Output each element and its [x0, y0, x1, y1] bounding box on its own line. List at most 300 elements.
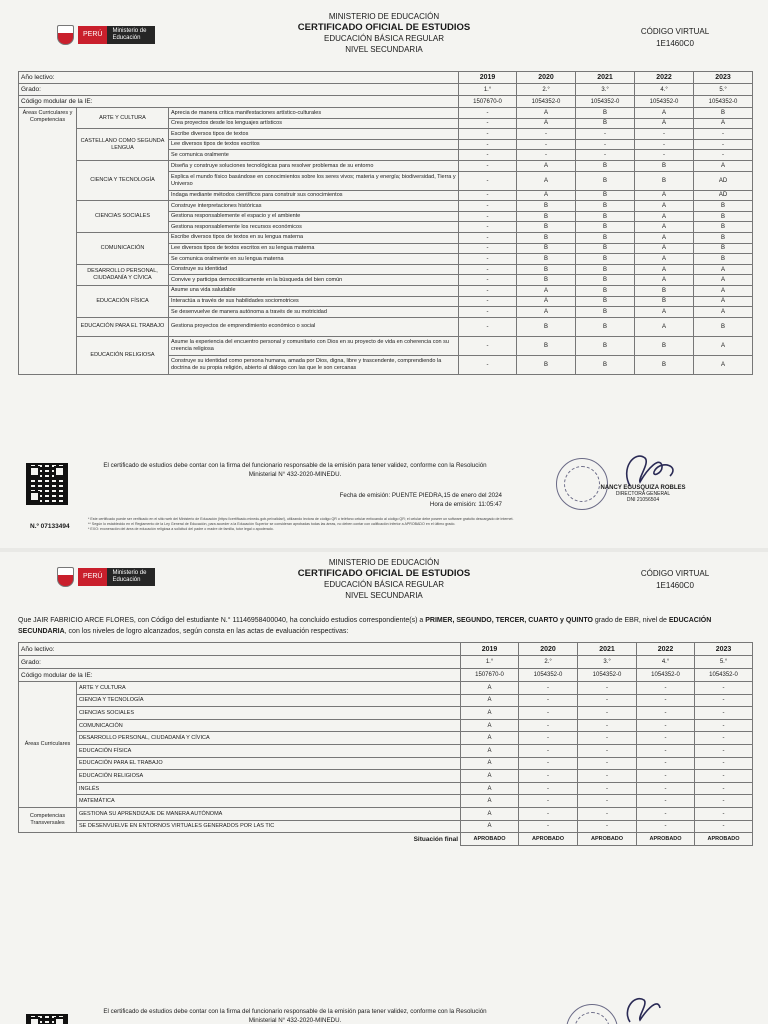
transversal-label: Competencias Transversales [19, 807, 77, 832]
grade-value: - [578, 807, 637, 820]
grade-value: - [459, 171, 517, 190]
year-row-value: 2019 [461, 643, 519, 656]
competencia-text: Interactúa a través de sus habilidades sociomotrices [169, 296, 459, 307]
grade-value: - [459, 190, 517, 201]
grade-value: B [576, 264, 635, 275]
grade-value: - [694, 150, 753, 161]
grade-row-value: 2.° [519, 656, 578, 669]
situacion-row [19, 833, 753, 846]
competencia-row [19, 232, 753, 243]
emission-info [290, 491, 502, 509]
transversal-row [19, 807, 753, 820]
grade-value: - [576, 150, 635, 161]
grade-value: A [517, 118, 576, 129]
grade-value: - [578, 820, 637, 833]
grade-value: A [635, 118, 694, 129]
area-row [19, 795, 753, 808]
grade-value: B [517, 336, 576, 355]
grade-value: B [576, 317, 635, 336]
area-row [19, 757, 753, 770]
grade-value: B [694, 222, 753, 233]
situacion-value: APROBADO [578, 833, 637, 846]
grade-value: B [576, 336, 635, 355]
grade-value: - [695, 682, 753, 695]
grade-value: - [459, 118, 517, 129]
situacion-label: Situación final [19, 833, 461, 846]
codigo-virtual-2 [630, 568, 720, 592]
grade-value: A [461, 820, 519, 833]
grade-value: - [517, 150, 576, 161]
area-name: EDUCACIÓN PARA EL TRABAJO [77, 317, 169, 336]
qr-code-2 [26, 1014, 68, 1024]
code-row-value: 1054352-0 [578, 669, 637, 682]
grade-value: - [578, 682, 637, 695]
grade-value: A [517, 190, 576, 201]
grade-value: - [637, 719, 695, 732]
header-ministerio: MINISTERIO DE EDUCACIÓN [328, 558, 440, 567]
competencia-row [19, 160, 753, 171]
grade-value: - [459, 243, 517, 254]
grade-value: - [459, 201, 517, 212]
area-row [19, 770, 753, 783]
grade-value: - [459, 264, 517, 275]
area-row [19, 782, 753, 795]
grade-value: - [459, 355, 517, 374]
fecha-emision: Fecha de emisión: PUENTE PIEDRA,15 de enero del 2024 [339, 492, 502, 499]
code-row-value: 1054352-0 [519, 669, 578, 682]
grade-value: B [576, 307, 635, 318]
competencia-text: Aprecia de manera crítica manifestaciones artístico-culturales [169, 108, 459, 119]
area-name: EDUCACIÓN RELIGIOSA [77, 770, 461, 783]
footnote-2: ** Según lo establecido en el Reglamento de la Ley General de Educación, para acceder a la Educación Superior se consideran aprobadas todas las áreas, no deben contar con calificación inferior a APROBADO en el último grado. [88, 522, 456, 526]
grade-row-label: Grado: [19, 84, 459, 96]
grade-value: - [695, 732, 753, 745]
code-row-value: 1054352-0 [517, 96, 576, 108]
competencia-text: Escribe diversos tipos de textos [169, 129, 459, 140]
grade-value: A [694, 264, 753, 275]
area-row [19, 694, 753, 707]
grade-value: B [635, 355, 694, 374]
grade-value: - [578, 795, 637, 808]
grade-value: A [635, 201, 694, 212]
grade-value: - [637, 782, 695, 795]
competencia-text: Lee diversos tipos de textos escritos [169, 139, 459, 150]
area-name: CIENCIAS SOCIALES [77, 707, 461, 720]
logo-ministerio-text: Ministerio de Educación [107, 568, 155, 586]
grade-value: - [578, 719, 637, 732]
code-row-value: 1507670-0 [459, 96, 517, 108]
competencia-row [19, 264, 753, 275]
grade-value: - [695, 744, 753, 757]
year-row-value: 2021 [578, 643, 637, 656]
grade-value: B [517, 264, 576, 275]
grade-value: - [519, 744, 578, 757]
grade-value: - [637, 744, 695, 757]
grade-value: - [695, 782, 753, 795]
grade-value: B [576, 275, 635, 286]
grade-value: B [576, 285, 635, 296]
grade-value: B [694, 211, 753, 222]
code-row-value: 1054352-0 [576, 96, 635, 108]
grade-value: - [459, 211, 517, 222]
grade-value: B [635, 285, 694, 296]
transversal-name: SE DESENVUELVE EN ENTORNOS VIRTUALES GENERADOS POR LAS TIC [77, 820, 461, 833]
grade-value: B [576, 108, 635, 119]
competencia-text: Gestiona responsablemente los recursos económicos [169, 222, 459, 233]
grade-value: - [695, 757, 753, 770]
grade-value: A [517, 285, 576, 296]
year-row [19, 643, 753, 656]
grade-value: B [576, 190, 635, 201]
grade-value: B [694, 201, 753, 212]
area-name: CASTELLANO COMO SEGUNDA LENGUA [77, 129, 169, 161]
grade-value: A [517, 296, 576, 307]
grade-value: - [578, 744, 637, 757]
header-certificado: CERTIFICADO OFICIAL DE ESTUDIOS [297, 568, 471, 579]
signer-doc: DNI 21056504 [626, 497, 660, 503]
competencias-table [18, 71, 753, 375]
areas-label: Áreas Curriculares [19, 682, 77, 808]
competencia-text: Construye su identidad [169, 264, 459, 275]
grade-value: AD [694, 190, 753, 201]
area-name: ARTE Y CULTURA [77, 108, 169, 129]
certificate-number: N.º 07133494 [30, 523, 70, 530]
grade-value: - [519, 795, 578, 808]
grade-value: - [637, 795, 695, 808]
grade-value: A [635, 307, 694, 318]
header-ebr: EDUCACIÓN BÁSICA REGULAR [323, 34, 445, 43]
footnotes [88, 517, 608, 532]
situacion-value: APROBADO [461, 833, 519, 846]
grade-value: - [459, 336, 517, 355]
grade-value: - [519, 732, 578, 745]
grade-value: - [694, 129, 753, 140]
grade-value: - [519, 820, 578, 833]
grade-value: - [635, 150, 694, 161]
grade-value: B [517, 222, 576, 233]
grade-value: A [461, 707, 519, 720]
competencia-text: Asume una vida saludable [169, 285, 459, 296]
header-certificado: CERTIFICADO OFICIAL DE ESTUDIOS [297, 22, 471, 33]
grade-value: A [635, 190, 694, 201]
area-row [19, 682, 753, 695]
validity-note-2: El certificado de estudios debe contar con la firma del funcionario responsable de la emisión para tener validez, conforme con la Resolución Ministerial N° 432-2020-MINEDU. [103, 1008, 487, 1024]
competencia-row [19, 336, 753, 355]
grade-value: A [635, 275, 694, 286]
grade-value: - [637, 694, 695, 707]
grade-value: B [576, 296, 635, 307]
area-name: EDUCACIÓN FÍSICA [77, 744, 461, 757]
grade-value: A [694, 355, 753, 374]
competencia-text: Diseña y construye soluciones tecnológicas para resolver problemas de su entorno [169, 160, 459, 171]
year-row-value: 2023 [694, 72, 753, 84]
grade-value: B [576, 171, 635, 190]
competencia-text: Indaga mediante métodos científicos para construir sus conocimientos [169, 190, 459, 201]
areas-table [18, 642, 753, 846]
signer-title: DIRECTORA GENERAL [615, 491, 671, 497]
competencia-row [19, 317, 753, 336]
competencia-row [19, 285, 753, 296]
grade-value: A [517, 171, 576, 190]
code-row-value: 1054352-0 [635, 96, 694, 108]
grade-value: A [517, 108, 576, 119]
grade-value: - [459, 108, 517, 119]
grade-value: - [517, 129, 576, 140]
grade-value: B [576, 160, 635, 171]
competencia-row [19, 201, 753, 212]
grade-value: A [694, 307, 753, 318]
year-row-value: 2023 [695, 643, 753, 656]
grade-value: B [576, 222, 635, 233]
grade-value: - [695, 707, 753, 720]
competencia-text: Gestiona responsablemente el espacio y el ambiente [169, 211, 459, 222]
qr-code [26, 463, 68, 505]
grade-value: A [461, 744, 519, 757]
competencia-text: Asume la experiencia del encuentro personal y comunitario con Dios en su proyecto de vida en coherencia con su creencia religiosa [169, 336, 459, 355]
area-name: MATEMÁTICA [77, 795, 461, 808]
area-name: COMUNICACIÓN [77, 232, 169, 264]
grade-value: B [694, 254, 753, 265]
grade-value: - [519, 719, 578, 732]
area-name: EDUCACIÓN FÍSICA [77, 285, 169, 317]
grade-value: - [695, 807, 753, 820]
grade-value: A [461, 782, 519, 795]
grade-value: - [576, 139, 635, 150]
year-row [19, 72, 753, 84]
codigo-label: CÓDIGO VIRTUAL [640, 27, 710, 36]
codigo-virtual [630, 26, 720, 50]
grade-value: - [635, 139, 694, 150]
grade-value: A [461, 807, 519, 820]
competencia-text: Lee diversos tipos de textos escritos en su lengua materna [169, 243, 459, 254]
grade-value: B [694, 232, 753, 243]
grade-value: A [635, 317, 694, 336]
grade-value: - [459, 150, 517, 161]
situacion-value: APROBADO [695, 833, 753, 846]
grade-value: B [635, 336, 694, 355]
grade-value: A [635, 254, 694, 265]
area-name: CIENCIA Y TECNOLOGÍA [77, 160, 169, 200]
footnote-3: * EXO: exoneración del área de educación religiosa a solicitud del padre o madre de familia, tutor legal o apoderado. [88, 527, 274, 531]
grade-value: B [635, 296, 694, 307]
year-row-value: 2019 [459, 72, 517, 84]
grade-value: AD [694, 171, 753, 190]
competencia-text: Explica el mundo físico basándose en conocimientos sobre los seres vivos; materia y energía; biodiversidad, Tierra y Universo [169, 171, 459, 190]
grade-value: - [519, 807, 578, 820]
grade-value: A [694, 296, 753, 307]
grade-value: - [459, 160, 517, 171]
logo-peru-text: PERÚ [78, 26, 107, 44]
grade-value: B [576, 201, 635, 212]
certificate-page-2 [0, 552, 768, 1024]
grade-value: A [635, 222, 694, 233]
area-name: COMUNICACIÓN [77, 719, 461, 732]
codigo-value: 1E1460C0 [656, 581, 694, 590]
grade-value: B [694, 108, 753, 119]
footnote-1: * Este certificado puede ser verificado en el sitio web del Ministerio de Educación (https://certificado.minedu.gob.pe/validar/), utilizando lectora de código QR o teléfono celular enfocando al código QR; el celular debe poseer un software gratuito descargado de internet. [88, 517, 514, 521]
grade-value: - [519, 694, 578, 707]
grade-value: - [459, 275, 517, 286]
grade-value: - [519, 682, 578, 695]
grade-value: B [694, 317, 753, 336]
header-nivel: NIVEL SECUNDARIA [345, 591, 423, 600]
competencia-text: Convive y participa democráticamente en la búsqueda del bien común [169, 275, 459, 286]
header-ministerio: MINISTERIO DE EDUCACIÓN [328, 12, 440, 21]
situacion-value: APROBADO [519, 833, 578, 846]
grade-value: A [461, 694, 519, 707]
signer-block [588, 485, 698, 503]
grade-value: B [576, 355, 635, 374]
grade-value: - [695, 770, 753, 783]
grade-value: - [459, 307, 517, 318]
area-row [19, 744, 753, 757]
year-row-value: 2022 [635, 72, 694, 84]
grade-row-value: 2.° [517, 84, 576, 96]
grade-value: A [635, 264, 694, 275]
competencia-text: Gestiona proyectos de emprendimiento económico o social [169, 317, 459, 336]
area-name: DESARROLLO PERSONAL, CIUDADANÍA Y CÍVICA [77, 732, 461, 745]
grade-value: - [695, 694, 753, 707]
area-row [19, 719, 753, 732]
year-row-label: Año lectivo: [19, 643, 461, 656]
grade-value: - [459, 285, 517, 296]
logo-peru-text: PERÚ [78, 568, 107, 586]
header-nivel: NIVEL SECUNDARIA [345, 45, 423, 54]
grade-row-label: Grado: [19, 656, 461, 669]
grade-value: B [517, 275, 576, 286]
grade-value: - [459, 296, 517, 307]
header-ebr: EDUCACIÓN BÁSICA REGULAR [323, 580, 445, 589]
area-name: ARTE Y CULTURA [77, 682, 461, 695]
competencia-text: Se desenvuelve de manera autónoma a través de su motricidad [169, 307, 459, 318]
grade-value: - [637, 770, 695, 783]
grade-value: A [461, 757, 519, 770]
competencia-row [19, 129, 753, 140]
code-row [19, 669, 753, 682]
code-row-label: Código modular de la IE: [19, 96, 459, 108]
grade-value: A [694, 275, 753, 286]
grade-value: B [576, 211, 635, 222]
grade-row-value: 3.° [576, 84, 635, 96]
grade-value: - [578, 770, 637, 783]
grade-value: A [694, 336, 753, 355]
situacion-value: APROBADO [637, 833, 695, 846]
grade-value: - [637, 732, 695, 745]
grade-row-value: 4.° [635, 84, 694, 96]
grade-value: B [576, 118, 635, 129]
grade-value: - [459, 254, 517, 265]
area-name: EDUCACIÓN PARA EL TRABAJO [77, 757, 461, 770]
grade-value: - [459, 317, 517, 336]
area-row [19, 707, 753, 720]
grade-value: - [637, 682, 695, 695]
grade-value: - [519, 757, 578, 770]
code-row-value: 1054352-0 [694, 96, 753, 108]
grade-value: A [694, 285, 753, 296]
grade-value: A [635, 232, 694, 243]
competencia-text: Se comunica oralmente en su lengua materna [169, 254, 459, 265]
grade-value: - [637, 707, 695, 720]
grade-row [19, 656, 753, 669]
grade-row-value: 5.° [694, 84, 753, 96]
grade-value: B [576, 254, 635, 265]
transversal-row [19, 820, 753, 833]
area-row [19, 732, 753, 745]
grade-value: - [578, 757, 637, 770]
hora-emision: Hora de emisión: 11:05:47 [429, 501, 502, 508]
grade-value: A [461, 682, 519, 695]
competencia-row [19, 108, 753, 119]
area-name: CIENCIAS SOCIALES [77, 201, 169, 233]
competencia-text: Crea proyectos desde los lenguajes artísticos [169, 118, 459, 129]
grade-value: B [517, 317, 576, 336]
grade-value: - [637, 757, 695, 770]
grade-value: - [578, 707, 637, 720]
grade-value: - [695, 820, 753, 833]
grade-value: B [576, 243, 635, 254]
year-row-value: 2020 [519, 643, 578, 656]
grade-value: - [459, 139, 517, 150]
grade-value: - [694, 139, 753, 150]
grade-value: A [461, 719, 519, 732]
signer-name: NANCY EGUSQUIZA ROBLES [600, 485, 686, 491]
grade-row-value: 5.° [695, 656, 753, 669]
grade-value: A [694, 160, 753, 171]
grade-value: - [519, 707, 578, 720]
codigo-value: 1E1460C0 [656, 39, 694, 48]
grade-value: - [459, 222, 517, 233]
grade-row-value: 1.° [461, 656, 519, 669]
area-name: INGLÉS [77, 782, 461, 795]
grade-value: - [578, 694, 637, 707]
year-row-value: 2022 [637, 643, 695, 656]
grade-value: - [519, 782, 578, 795]
grade-value: A [461, 770, 519, 783]
grade-value: B [517, 232, 576, 243]
grade-value: A [635, 243, 694, 254]
grade-value: B [517, 211, 576, 222]
grade-value: - [519, 770, 578, 783]
grade-value: - [578, 782, 637, 795]
grade-value: - [635, 129, 694, 140]
grade-row-value: 1.° [459, 84, 517, 96]
grade-value: - [695, 719, 753, 732]
grade-value: - [637, 820, 695, 833]
grade-value: B [694, 243, 753, 254]
code-row-label: Código modular de la IE: [19, 669, 461, 682]
grade-value: - [459, 129, 517, 140]
grade-value: - [695, 795, 753, 808]
grade-value: A [461, 795, 519, 808]
grade-value: A [517, 160, 576, 171]
grade-value: B [517, 201, 576, 212]
student-statement: Que JAIR FABRICIO ARCE FLORES, con Código del estudiante N.° 11146958400040, ha concluido estudios correspondiente(s) a PRIMER, SEGUNDO, TERCER, CUARTO y QUINTO grado de EBR, nivel de EDUCACIÓN SECUNDARIA, con los niveles de logro alcanzados, según consta en las actas de evaluación respectivas: [18, 617, 712, 635]
competencia-text: Construye interpretaciones históricas [169, 201, 459, 212]
grade-value: B [635, 171, 694, 190]
grade-value: A [635, 108, 694, 119]
director-signature-2 [610, 992, 690, 1024]
grade-value: B [517, 254, 576, 265]
section-label: Áreas Curriculares y Competencias [19, 108, 77, 375]
grade-value: - [517, 139, 576, 150]
competencia-text: Construye su identidad como persona humana, amada por Dios, digna, libre y trascendente, comprendiendo la doctrina de su propia religión, abierto al diálogo con las que le son cercanas [169, 355, 459, 374]
grade-value: - [459, 232, 517, 243]
competencia-text: Escribe diversos tipos de textos en su lengua materna [169, 232, 459, 243]
validity-note: El certificado de estudios debe contar con la firma del funcionario responsable de la emisión para tener validez, conforme con la Resolución Ministerial N° 432-2020-MINEDU. [103, 462, 487, 478]
grade-value: A [694, 118, 753, 129]
grade-value: B [576, 232, 635, 243]
grade-row [19, 84, 753, 96]
